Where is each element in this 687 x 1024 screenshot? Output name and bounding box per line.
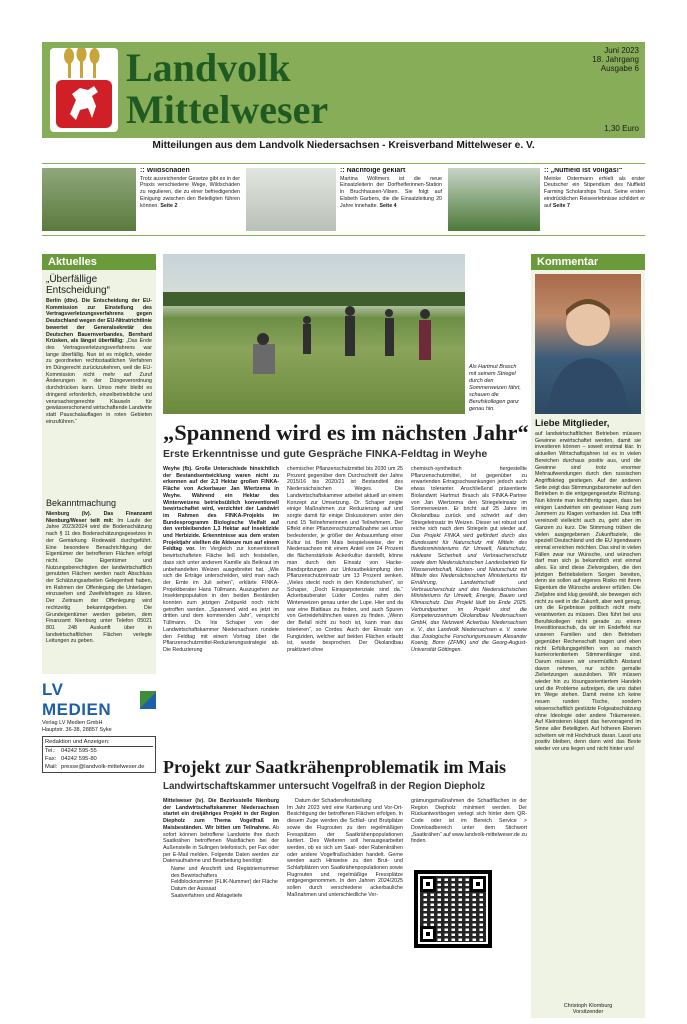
title-mittelweser: Mittelweser — [126, 87, 329, 132]
teaser-page[interactable]: Seite 4 — [379, 202, 397, 209]
aktuelles-article2-body: Im Laufe der Jahre 2023/2024 wird die Bodenschätzung nach § 11 des Bodenschätzungsgesetzes in der Gemarkung Rodewald durchgeführt. Eine besondere Benachrichtigung der Eigentümer der betroffenen Flächen erfolgt nicht. Die Eigentümer und Nutzungsberechtigten der landwirtschaftlich genutzten Flächen werden nach Abschluss der Schätzungsarbeiten Gelegenheit haben, im Rahmen der Offenlegung die Unterlagen einzusehen und Zweifelsfragen zu klären. Der Zeitraum der Offenlegung wird rechtzeitig bekanntgegeben. Die Grundeigentümer werden gebeten, dem Finanzamt Nienburg unter Telefon 05021 801 248 Auskunft über in landwirtschaftlichen Flächen verlegte Leitungen zu geben. — [46, 517, 152, 645]
teaser-photo-boars — [42, 168, 136, 231]
kommentar-signature-role: Vorsitzender — [572, 1009, 604, 1015]
teaser-photo-women — [246, 168, 336, 231]
second-col1-lead: Mittelweser (lv). Die Bezirksstelle Nienburg der Landwirtschaftskammer Niedersachsen startet ein dreijähriges Projekt in der Region Diepholz zum Thema Vogelfraß im Maisbeständen. Wir bitten um Teilnahme. — [163, 798, 279, 831]
main-headline: „Spannend wird es im nächsten Jahr“ — [163, 420, 529, 445]
masthead — [42, 42, 645, 138]
qr-finder-tl — [420, 876, 436, 892]
aktuelles-header: Aktuelles — [42, 254, 156, 270]
second-headline: Projekt zur Saatkrähenproblematik im Mais — [163, 757, 506, 777]
contact-header: Redaktion und Anzeigen: — [45, 738, 153, 747]
saatkraehen-qr-code[interactable] — [414, 870, 492, 948]
teaser-wildschaeden — [140, 168, 240, 232]
teaser-text: Meinke Ostermann erhielt als erster Deutscher ein Stipendium des Nuffield Farming Scholarships Trust. Seine ersten eindrücklichen Reiseerlebnisse schildert er auf — [544, 175, 645, 209]
main-col1-body: Im Vergleich zur konventionell bewirtschafteten Fläche ließ sich feststellen, dass sich unter anderem Kamille als Beikraut im unbehandelten Weizen ausgebreitet hat. „Wie sich die Erträge unterscheiden, wird man nach der Ernte im Juli sehen“, erklärte FINKA-Projektberater Hans Tüllmann. Auszugehen zur Insektenpopulation in den beiden Beständen konnten zum jetzigen Zeitpunkt noch nicht getroffen werden. „Spannend wird es jetzt im dritten und dem kommenden Jahr“, verspricht Tüllmann. Dr. Iris Schaper von der Landwirtschaftskammer Niedersachsen rundete den Feldtag mit einem Vortrag über die Pflanzenschutzmittel-Reduzierungsstrategie ab. Die Reduzierung — [163, 546, 279, 653]
main-col3-funding: Das Projekt FINKA wird gefördert durch das Bundesamt für Naturschutz mit Mitteln des Bundesministeriums für Umwelt, Naturschutz, nukleare Sicherheit und Verbraucherschutz sowie dem Niedersächsischen Landesbetrieb für Wasserwirtschaft, Küsten- und Naturschutz mit Mitteln des Niedersächsischen Ministeriums für Ernährung, Landwirtschaft und Verbraucherschutz und des Niedersächsischen Ministeriums für Umwelt, Energie, Bauen und Klimaschutz. Das Projekt läuft bis Ende 2025. Verbundpartner im Projekt sind die Kompetenzzentrum Ökolandbau Niedersachsen GmbH, das Netzwerk Ackerbau Niedersachsen e. V., das Landvolk Niedersachsen e. V. sowie das Zoologische Forschungsmuseum Alexander Koenig, Bonn (ZFMK) und die Georg-August-Universität Göttingen. — [411, 533, 527, 653]
horse-emblem-icon — [50, 48, 118, 132]
main-subheadline: Erste Erkenntnisse und gute Gespräche FINKA-Feldtag in Weyhe — [163, 448, 488, 460]
field-people-illustration — [163, 254, 465, 414]
mail-value[interactable]: presse@landvolk-mittelweser.de — [61, 764, 145, 770]
issue-price: 1,30 Euro — [604, 124, 639, 133]
second-col2-body: Im Jahr 2023 wird eine Kartierung und Vor-Ort-Besichtigung der betroffenen Flächen erfolgen. In diesem Zuge werden die Schlaf- und Brutplätze sowie die Flugrouten zu den regelmäßigen Fresspätzen der Saatkrähenpopulationen kartiert. Des Weiteren soll herausgearbeitet werden, ob es sich um Saat- oder Rabenkrähen oder andere Vogelfraßschäden handelt. Gerne werden auch Hinweise zu den Brut- und Schlafplätzen von Saatkrähenpopulationen sowie Flugrouten und regelmäßige Fressplätze entgegengenommen. In den Jahren 2024/2025 sollen durch verschiedene ackerbauliche Maßnahmen und unterschiedliche Ver- — [287, 804, 403, 898]
teaser-page[interactable]: Seite 2 — [160, 202, 178, 209]
portrait-illustration — [535, 274, 641, 414]
kommentar-greeting: Liebe Mitglieder, — [535, 418, 610, 429]
second-col1-body: Ab sofort können betroffene Landwirte ihre durch Saatkrähen betroffenen Maisflächen bei der Außenstelle in Sulingen telefonisch, per Fax oder per E-Mail melden. Folgende Daten werden zur Datenaufnahme und Bearbeitung benötigt: — [163, 824, 279, 865]
publisher-box — [42, 680, 156, 780]
teaser-strip — [42, 163, 645, 236]
fax-value[interactable]: 04242 595-80 — [61, 756, 97, 762]
teaser-text: Martina Wöltmers ist die neue Einsatzleiterin der Dorfhelferinnen-Station in Bruchhausen-Vilsen. Sie folgt auf Elsbeth Garbers, die die Einsatzleitung 20 Jahre innehatte. — [340, 175, 442, 209]
lv-medien-emblem-icon — [140, 691, 156, 709]
aktuelles-article2-title: Bekanntmachung — [46, 498, 117, 508]
aktuelles-column — [42, 254, 156, 674]
list-item: • Saatverfahren und Ablagetiefe — [171, 893, 279, 900]
issue-number: Ausgabe 6 — [600, 64, 639, 73]
title-landvolk: Landvolk — [126, 45, 291, 90]
teaser-title: :: Nachfolge geklärt — [340, 168, 406, 174]
publisher-address: Hauptstr. 36-38, 28857 Syke — [42, 727, 112, 733]
teaser-nachfolge — [340, 168, 442, 232]
main-col2: chemischer Pflanzenschutzmittel bis 2030 um 25 Prozent gegenüber dem Durchschnitt der Jahre 2015/16 bis 2020/21 ist Bestandteil des Niedersächsischen Weges. Die Landwirtschaftskammer arbeitet aktuell an einem Konzept zur Umsetzung. Dr. Schaper zeigte einige Maßnahmen zur Reduzierung auf und sorgte damit für einige Diskussionen unter den rund 15 Teilnehmerinnen und Teilnehmern. Der Effekt einer Pflanzenschutzmaßnahme sei umso bedeutender, je größer der Anbauumfang einer Kultur ist. Beim Mais beispielsweise, der in Niedersachsen mit einem Anteil von 24 Prozent die flächenstärkste Ackerkultur darstellt, könne man durch den Einsatz von Hacke-Bandspritzungen zur Unkrautbekämpfung den Pflanzenschutzeinsatz um 13 Prozent senken. „Vieles steckt noch in den Kinderschuhen“, so Schaper, „Doch Einsparpotenziale sind da.“ Ackerbauberater Lüder Cordes nahm den Winterweizen genau unter die Lupe. Hier und da war eine Blattlaus zu finden, und auch Spuren von Getreidehähnchen waren zu finden. „Wenn der Befall nicht zu hoch ist, kann man das tolerieren“, so Cordes. Auch der Einsatz von Fungiziden, welcher auf beiden Flächen erlaubt ist, wurde besprochen. Der Ökolandbau praktiziert ohne — [287, 466, 403, 653]
issue-volume: 18. Jahrgang — [592, 55, 639, 64]
main-col3-body: chemisch-synthetisch hergestellte Pflanzenschutzmittel, ist gegenüber zu erwartenden Ertragsschwankungen jedoch auch etwas toleranter. Anschließend präsentierte Biolandwirt Hartmut Brasch als FINKA-Partner von Jan Wiertzema den Striegeleinsatz im Sommerweizen. Er bricht auf 25 Jahre im Ökolandbau zurück und schwört auf den Striegeleinsatz im Weizen. Dieser sei robust und reiche sich nach dem Striegeln gut wieder auf. — [411, 466, 527, 533]
publisher-company: Verlag LV Medien GmbH — [42, 720, 103, 726]
teaser-page[interactable]: Seite 7 — [552, 202, 570, 209]
main-photo-caption: Als Hartmut Brasch mit seinem Striegel durch den Sommerweizen fährt, schauen die Berufskollegen ganz genau hin. — [469, 364, 521, 412]
aktuelles-article1-title: „Überfällige Entscheidung“ — [46, 274, 110, 296]
kommentar-signature-name: Christoph Klomburg — [563, 1003, 613, 1009]
list-item: • Name und Anschrift und Registriernummer des Bewirtschafters — [171, 866, 279, 879]
list-item: • Datum der Schadensfeststellung — [295, 798, 403, 805]
kommentar-body: auf landwirtschaftlichen Betrieben müssen Gewinne erwirtschaftet werden, damit sie investieren können – soweit erstmal klar. In aktuellen Wirtschaftsjahren ist es in vielen Bereichen durchaus positiv aus, und die Gewinne sind trotz enormer Mehraufwendungen durch den russischen Angriffskrieg gestiegen. Auf der anderen Seite zeigt das Stimmungsbarometer auf den Betrieben in die entgegengesetzte Richtung. Nun könnte man leichtfertig sagen, dass bei einigen Landwirten ein gewisser Hang zum Jammern zu Klagen vorhanden ist. Das trifft vereinzelt vielleicht auch zu, geht aber im Ganzen zu kurz. Die Stimmung trüben die vielen ausgegebenen Zukunftsziele, die speziell Deutschland und die EU irgendwann einmal erreichen möchten. Das sind in vielen Fällen zwar nur Wünsche, und wünschen darf man sich ja bekanntlich erst einmal alles. Es sind diese Zielvorgaben, die den jetzigen Betriebsleitern Sorgen bereiten, denn sie sollen auf eigenes Risiko mit ihrem Eigentum die Wünsche anderer erfüllen. Die Zieljahre sind klug gewählt, sie bewegen sich nicht zu weit in die Zukunft, aber weit genug, um die Ergebnisse politisch nicht mehr verantworten zu müssen. Dies führt bei uns Berufskollegen nicht gerade zu einem Investitionsschub, da wir im Endeffekt nur unseren Familien und den Betrieben gegenüber Rechenschaft tragen und eben nicht Erfüllungsgehilfen von so manch karrierorientiertem Stimmenfänger sind. Darum müssen wir unermüdlich Abstand davon nehmen, nur schön gemalte Zielsetzungen auszuloben. Wir müssen wieder hin zu lösungsorientiertem Handeln und die Probleme aufzeigen, die uns dabei im Wege stehen. Damit meine ich keine neuen runden Tische, sondern wissenschaftlich gestützte Folgeabschätzung ohne Ideologie oder andere Träumereien. Auf Kleinsteren klappt das hervorragend im Sinne aller Beteiligten. Auf höheren Ebenen scheitern wir mit Hochdruck daran. Lasst uns positiv bleiben, denn dann wird das Beste wieder vor uns liegen und nicht hinter uns! — [535, 431, 641, 753]
lower-saxony-horse-logo — [50, 48, 118, 132]
second-col1 — [163, 798, 279, 994]
tel-label: Tel.: — [45, 748, 56, 754]
aktuelles-article1-body: „Das Ende des Vertragsverletzungsverfahrens war lange überfällig. Nun ist es möglich, wieder zu geordneten rechtsstaatlichen Verfahren im Düngerecht zurückzukehren, weil die EU-Kommission nicht mehr auf Zuruf Änderungen in der Düngeverordnung durchdrücken kann. Umso mehr bleibt es dringend erforderlich, einzelbetriebliche und verursachergerechte Klauseln für gewässerschonend wirtschaftende Landwirte statt Pauschalauflagen in roten Gebieten einzuführen.“ — [46, 338, 152, 425]
aktuelles-article2-lead: Nienburg (lv). Das Finanzamt Nienburg/Weser teilt mit: — [46, 511, 152, 524]
main-photo-field — [163, 254, 465, 414]
teaser-title: :: „Nuffield ist Voilgas!“ — [544, 168, 623, 174]
list-item: • Feldblocknummer (FLIK-Nummer) der Fläche — [171, 879, 279, 886]
teaser-title: :: Wildschäden — [140, 168, 190, 174]
list-item: • Datum der Aussaat — [171, 886, 279, 893]
teaser-nuffield — [544, 168, 645, 232]
qr-finder-bl — [420, 926, 436, 942]
aktuelles-article1-lead: Berlin (dbv). Die Entscheidung der EU-Kommission zur Einstellung des Vertragsverletzungsverfahrens gegen Deutschland wegen der EU-Nitratrichtlinie bewertet der Generalsekretär des Deutschen Bauernverbandes, Bernhard Krüsken, als längst überfällig: — [46, 298, 152, 345]
issue-date: Juni 2023 — [604, 46, 639, 55]
masthead-subtitle: Mitteilungen aus dem Landvolk Niedersachsen - Kreisverband Mittelweser e. V. — [152, 140, 535, 151]
author-portrait — [535, 274, 641, 414]
contact-box — [42, 736, 156, 773]
kommentar-column — [531, 254, 645, 1018]
second-col2 — [287, 798, 403, 994]
main-col3 — [411, 466, 527, 752]
teaser-photo-greenhouse — [448, 168, 540, 231]
second-col3: grämungsmaßnahmen die Schadflächen in der Region Diepholz minimiert werden. Der Rückantwortbogen verlegt sich hinter dem QR-Code oder ist im Bereich Service > Downloadbereich unter dem Stichwort „Saatkrähen“ auf www.landvolk-mittelweser.de zu finden. — [411, 798, 527, 845]
second-subheadline: Landwirtschaftskammer untersucht Vogelfraß in der Region Diepholz — [163, 781, 486, 792]
kommentar-header: Kommentar — [531, 254, 645, 270]
publisher-logo-text: LV MEDIEN — [42, 680, 112, 719]
teaser-text: Trotz ausreichender Gesetze gibt es in der Praxis verschiedene Wege, Wildschäden zu regulieren, die zu einer befriedigenden Einigung zwischen den Beteiligten führen können. — [140, 175, 240, 209]
qr-finder-tr — [470, 876, 486, 892]
fax-label: Fax: — [45, 756, 57, 762]
main-col1 — [163, 466, 279, 752]
lv-medien-logo — [42, 680, 156, 720]
mail-label: Mail: — [45, 764, 58, 770]
main-col1-lead: Weyhe (fb). Große Unterschiede hinsichtlich der Bestandsentwicklung waren nicht zu erkennen auf der 2,3 Hektar großen FINKA-Fläche von Ackerbauer Jan Wiertzema in Weyhe. Während ein Hektar des Winterweizens betriebsüblich konventionell bewirtschaftet wird, verzichtet der Landwirt im Rahmen des FINKA-Projekts im Bundesprogramm Biologische Vielfalt auf den verbleibenden 1,3 Hektar auf Insektizide und Herbizide. Erkenntnisse aus dem ersten Projektjahr stellten die Akteure nun auf einem Feldtag vor. — [163, 466, 279, 553]
tel-value[interactable]: 04242 595-55 — [61, 748, 97, 754]
